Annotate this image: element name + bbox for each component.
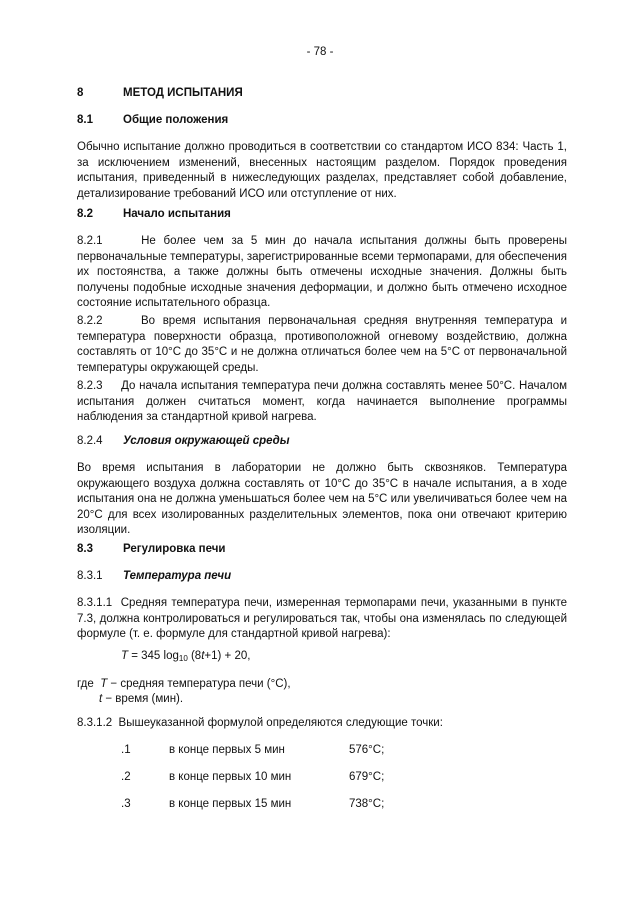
section-title: МЕТОД ИСПЫТАНИЯ bbox=[123, 87, 243, 99]
page-number: - 78 - bbox=[306, 46, 334, 58]
legend-t bbox=[99, 692, 183, 708]
formula-part: (8 bbox=[187, 650, 202, 662]
section-title: Регулировка печи bbox=[123, 543, 226, 555]
formula-part: +1) + 20, bbox=[204, 650, 251, 662]
section-number: 8.2.4 bbox=[77, 435, 103, 447]
heating-curve-formula bbox=[121, 649, 250, 665]
section-number: 8 bbox=[77, 87, 84, 99]
section-title: Температура печи bbox=[123, 570, 232, 582]
section-number: 8.2 bbox=[77, 208, 93, 220]
section-8-heading bbox=[77, 86, 567, 102]
formula-subscript: 10 bbox=[178, 654, 188, 663]
section-8-2-4-paragraph: Во время испытания в лаборатории не должно быть сквозняков. Температура окружающего воздуха должна составлять от 10°C до 35°C в начале испытания, а в ходе испытания она не должна уменьшаться более чем на 5°C или увеличиваться более чем на 20°C для всех изолированных разделительных элементов, пока они отвечают критерию изоляции. bbox=[77, 462, 567, 536]
legend-T bbox=[77, 677, 291, 693]
list-item-label: в конце первых 15 мин bbox=[169, 798, 292, 810]
section-title: Начало испытания bbox=[123, 208, 231, 220]
section-8-2-4-heading bbox=[77, 434, 567, 450]
section-8-1-heading bbox=[77, 113, 567, 129]
section-number: 8.3.1 bbox=[77, 570, 103, 582]
formula-part: = 345 log bbox=[128, 650, 179, 662]
list-item-label: в конце первых 5 мин bbox=[169, 744, 285, 756]
section-8-2-2-paragraph: 8.2.2 Во время испытания первоначальная средняя внутренняя температура и температура поверхности образца, противоположной огневому воздействию, должна составлять от 10°C до 35°C и не должна отличаться более чем на 5°C от первоначальной температуры окружающей среды. bbox=[77, 315, 571, 374]
section-8-2-1-paragraph: 8.2.1 Не более чем за 5 мин до начала испытания должны быть проверены первоначальные температуры, зарегистрированные всеми термопарами, для обеспечения их постоянства, а также должны быть отмечены исходные значения. Должны быть получены подобные исходные значения деформации, и должно быть отмечено исходное состояние испытательного образца. bbox=[77, 235, 571, 309]
list-item-value: 576°C; bbox=[349, 744, 385, 756]
section-number: 8.1 bbox=[77, 114, 93, 126]
legend-where: где bbox=[77, 678, 94, 690]
section-8-3-1-1-paragraph: 8.3.1.1 Средняя температура печи, измеренная термопарами печи, указанными в пункте 7.3, должна контролироваться и регулироваться так, чтобы она изменялась по следующей формуле (т. е. формуле для стандартной кривой нагрева): bbox=[77, 597, 571, 640]
section-8-1-paragraph: Обычно испытание должно проводиться в соответствии со стандартом ИСО 834: Часть 1, за исключением изменений, внесенных настоящим разделом. Порядок проведения испытания, приведенный в нижеследующих разделах, представляет собой добавление, детализирование требований ИСО или отступление от них. bbox=[77, 141, 567, 200]
section-title: Условия окружающей среды bbox=[123, 435, 290, 447]
section-number: 8.3 bbox=[77, 543, 93, 555]
section-8-2-heading bbox=[77, 207, 567, 223]
legend-description: − средняя температура печи (°C), bbox=[107, 678, 291, 690]
section-title: Общие положения bbox=[123, 114, 229, 126]
formula-symbol-t: t bbox=[201, 650, 205, 662]
formula-symbol-T: T bbox=[121, 650, 129, 662]
list-item-label: в конце первых 10 мин bbox=[169, 771, 292, 783]
section-8-3-heading bbox=[77, 542, 567, 558]
legend-symbol: t bbox=[99, 693, 103, 705]
legend-description: − время (мин). bbox=[102, 693, 184, 705]
list-item-value: 738°C; bbox=[349, 798, 385, 810]
list-item-index: .1 bbox=[121, 744, 131, 756]
list-item-index: .2 bbox=[121, 771, 131, 783]
section-8-2-3-paragraph: 8.2.3 До начала испытания температура печи должна составлять менее 50°C. Началом испытания должен считаться момент, когда начинается выполнение программы наблюдения за стандартной кривой нагрева. bbox=[77, 380, 571, 423]
section-8-3-1-heading bbox=[77, 569, 567, 585]
list-item-value: 679°C; bbox=[349, 771, 385, 783]
legend-symbol: T bbox=[100, 678, 108, 690]
section-8-3-1-2-paragraph: 8.3.1.2 Вышеуказанной формулой определяются следующие точки: bbox=[77, 717, 443, 729]
list-item-index: .3 bbox=[121, 798, 131, 810]
